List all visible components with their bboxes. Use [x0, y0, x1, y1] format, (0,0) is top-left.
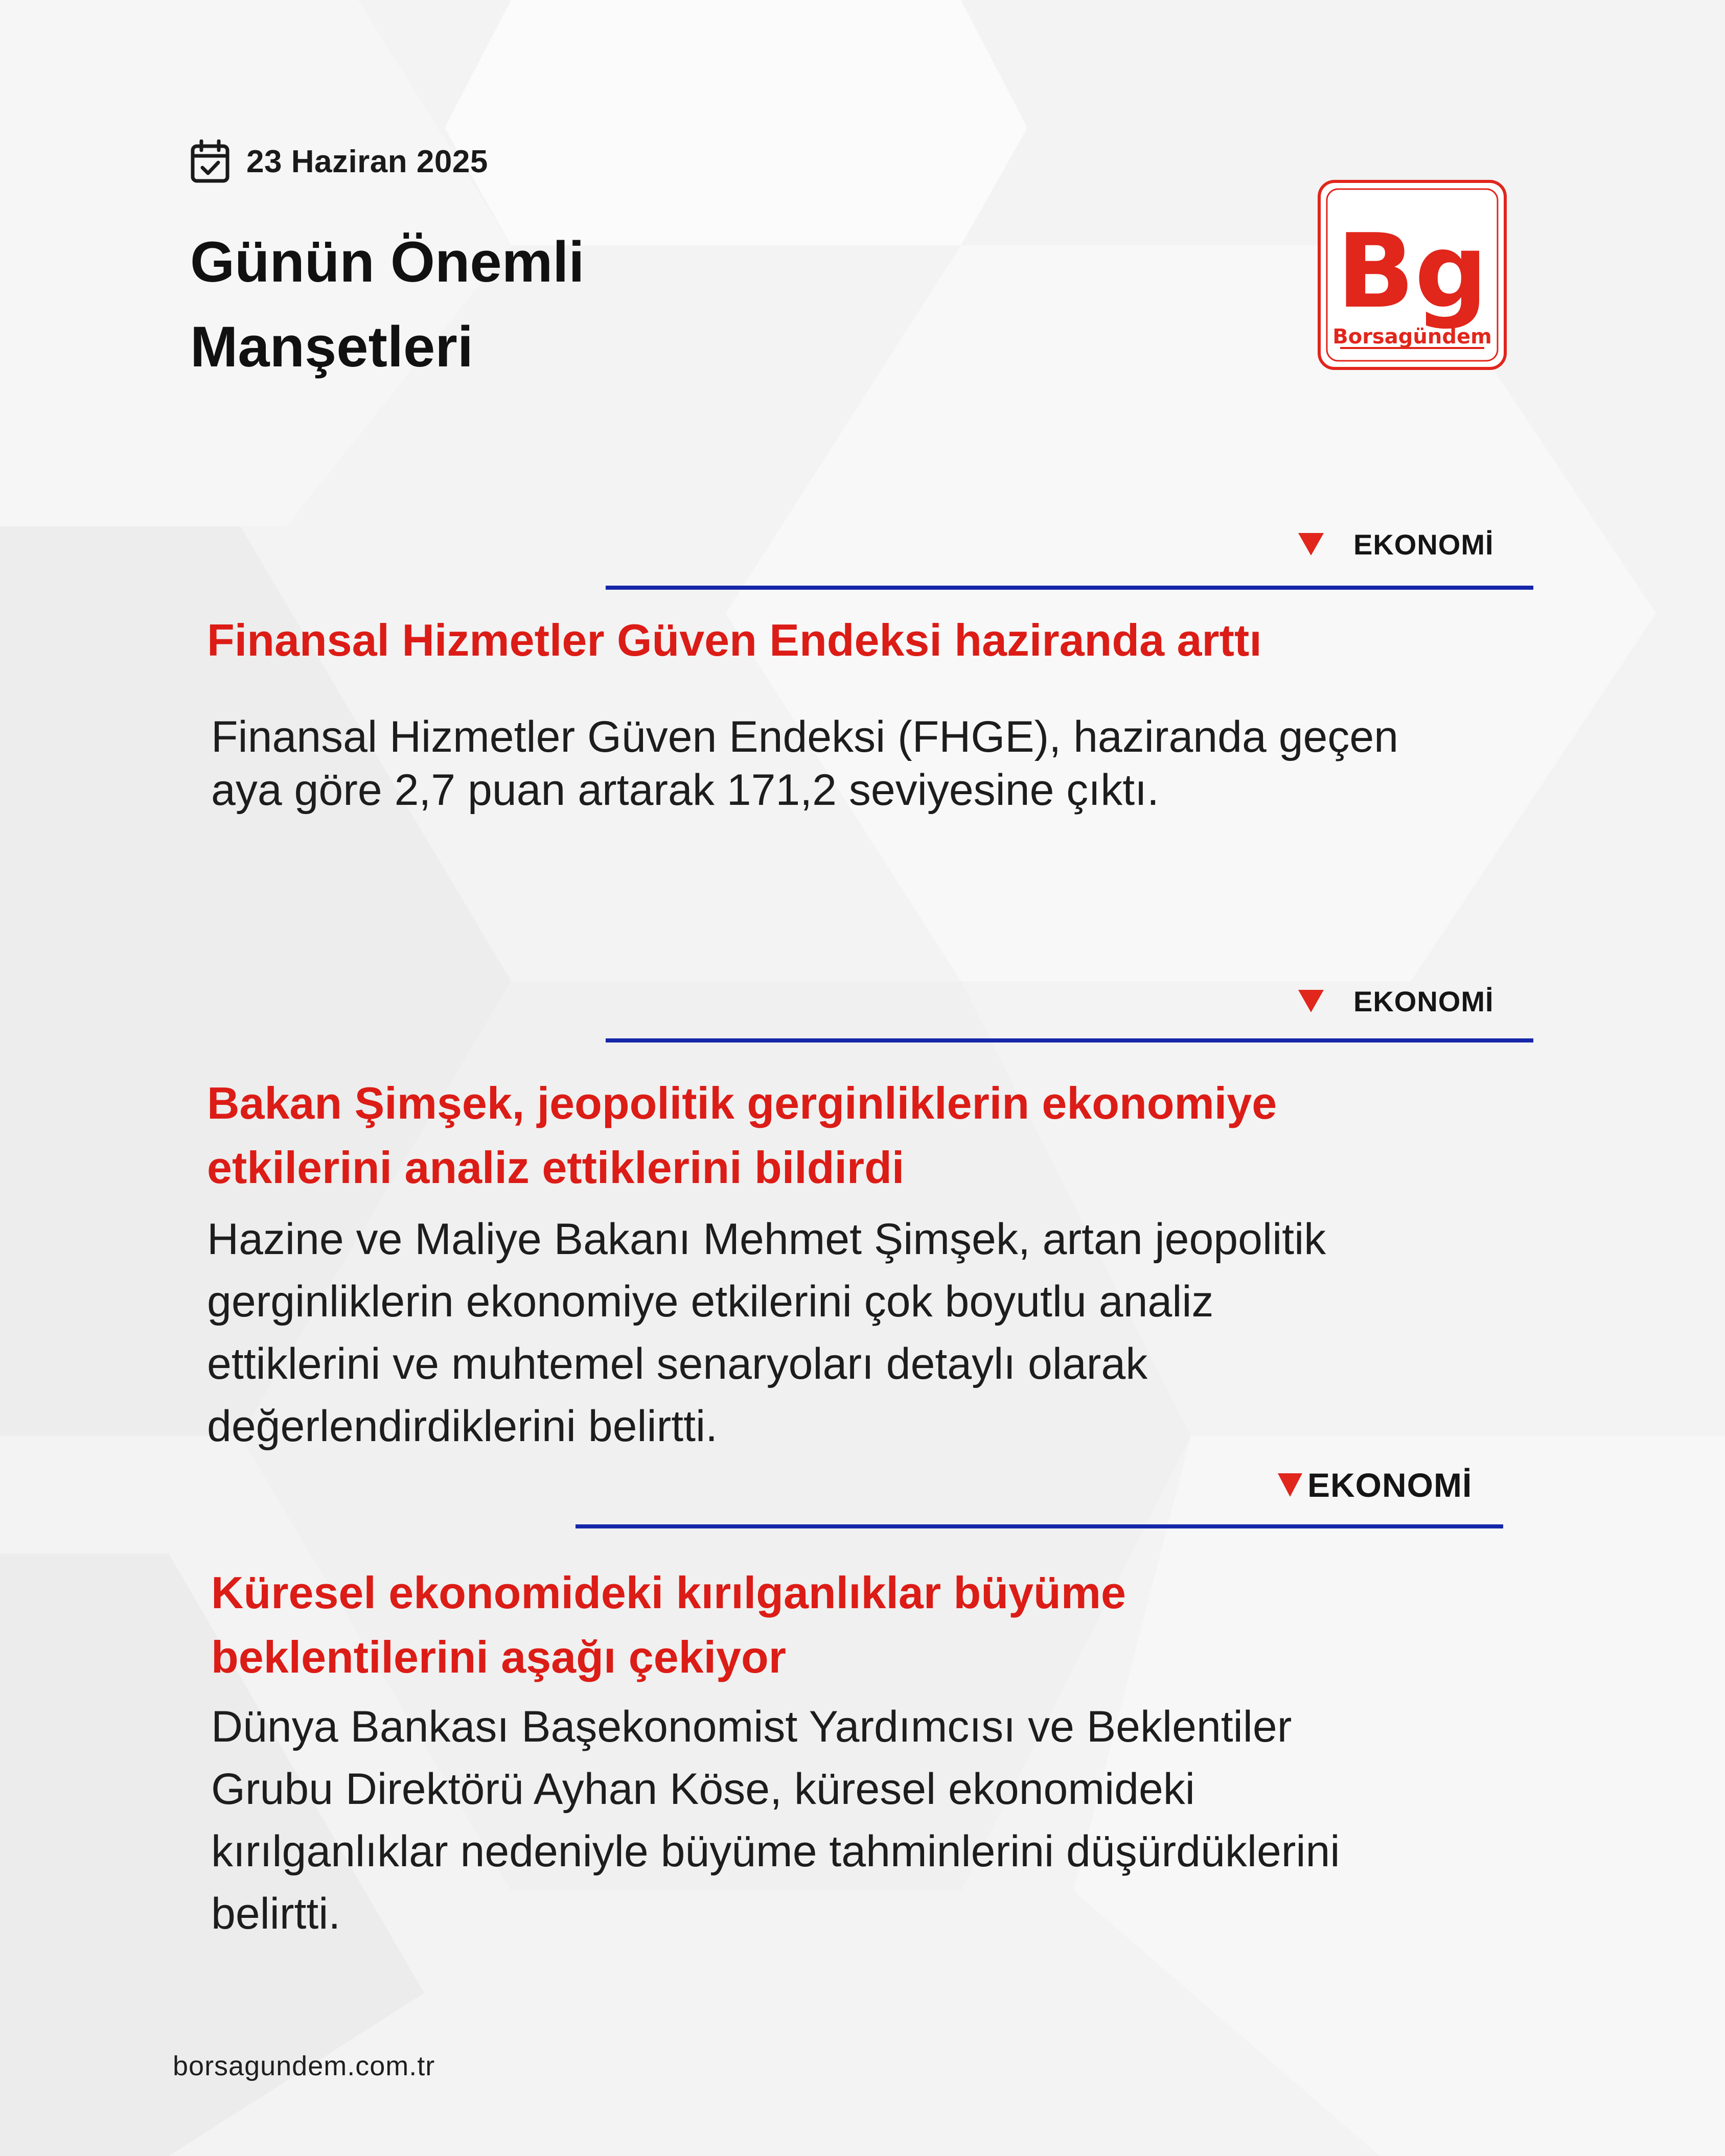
- category-label: EKONOMİ: [1307, 1466, 1473, 1504]
- category-tag: [1298, 526, 1494, 562]
- article-body-line: gerginliklerin ekonomiye etkilerini çok boyutlu analiz: [207, 1277, 1214, 1326]
- page-title-line-2: Manşetleri: [190, 315, 473, 379]
- category-tag: [1298, 983, 1494, 1019]
- triangle-down-icon: [1278, 1473, 1302, 1497]
- article-headline: [211, 1561, 1591, 1689]
- category-tag: [1278, 1465, 1472, 1505]
- article-body-line: değerlendirdiklerini belirtti.: [207, 1402, 718, 1451]
- triangle-down-icon: [1298, 533, 1324, 555]
- section-divider: [606, 586, 1533, 590]
- section-divider: [606, 1038, 1533, 1042]
- page-title: [190, 220, 752, 389]
- article-body-line: belirtti.: [211, 1889, 341, 1938]
- triangle-down-icon: [1298, 990, 1324, 1012]
- calendar-check-icon: [190, 140, 230, 183]
- article-body-line: Dünya Bankası Başekonomist Yardımcısı ve Beklentiler: [211, 1702, 1292, 1751]
- website-link[interactable]: borsagundem.com.tr: [173, 2051, 435, 2081]
- logo-brand: Borsagündem: [1332, 325, 1492, 349]
- article-headline: Finansal Hizmetler Güven Endeksi haziranda arttı: [207, 615, 1262, 665]
- article-body: [211, 1696, 1617, 1945]
- article-headline: [207, 1071, 1587, 1200]
- section-divider: [576, 1524, 1503, 1528]
- article-body-line: ettiklerini ve muhtemel senaryoları detaylı olarak: [207, 1339, 1148, 1388]
- article-body-line: kırılganlıklar nedeniyle büyüme tahminlerini düşürdüklerini: [211, 1827, 1340, 1876]
- category-label: EKONOMİ: [1353, 528, 1494, 561]
- page-title-line-1: Günün Önemli: [190, 230, 585, 294]
- article-body-line: aya göre 2,7 puan artarak 171,2 seviyesine çıktı.: [211, 766, 1159, 815]
- borsagundem-logo: [1318, 180, 1507, 370]
- category-label: EKONOMİ: [1353, 985, 1494, 1017]
- article-body: [207, 1208, 1613, 1457]
- article-headline-line: Küresel ekonomideki kırılganlıklar büyüme: [211, 1567, 1126, 1618]
- article-headline-line: beklentilerini aşağı çekiyor: [211, 1632, 786, 1682]
- article-headline-line: Bakan Şimşek, jeopolitik gerginliklerin ekonomiye: [207, 1078, 1277, 1128]
- article-body-line: Grubu Direktörü Ayhan Köse, küresel ekonomideki: [211, 1765, 1195, 1814]
- date-text: 23 Haziran 2025: [246, 144, 488, 179]
- logo-letters: Bg: [1337, 212, 1488, 331]
- article-body-line: Hazine ve Maliye Bakanı Mehmet Şimşek, artan jeopolitik: [207, 1215, 1326, 1264]
- article-body-line: Finansal Hizmetler Güven Endeksi (FHGE), haziranda geçen: [211, 712, 1399, 761]
- article-headline-line: etkilerini analiz ettiklerini bildirdi: [207, 1142, 905, 1193]
- article-body: [211, 710, 1591, 817]
- date-row: [190, 137, 488, 186]
